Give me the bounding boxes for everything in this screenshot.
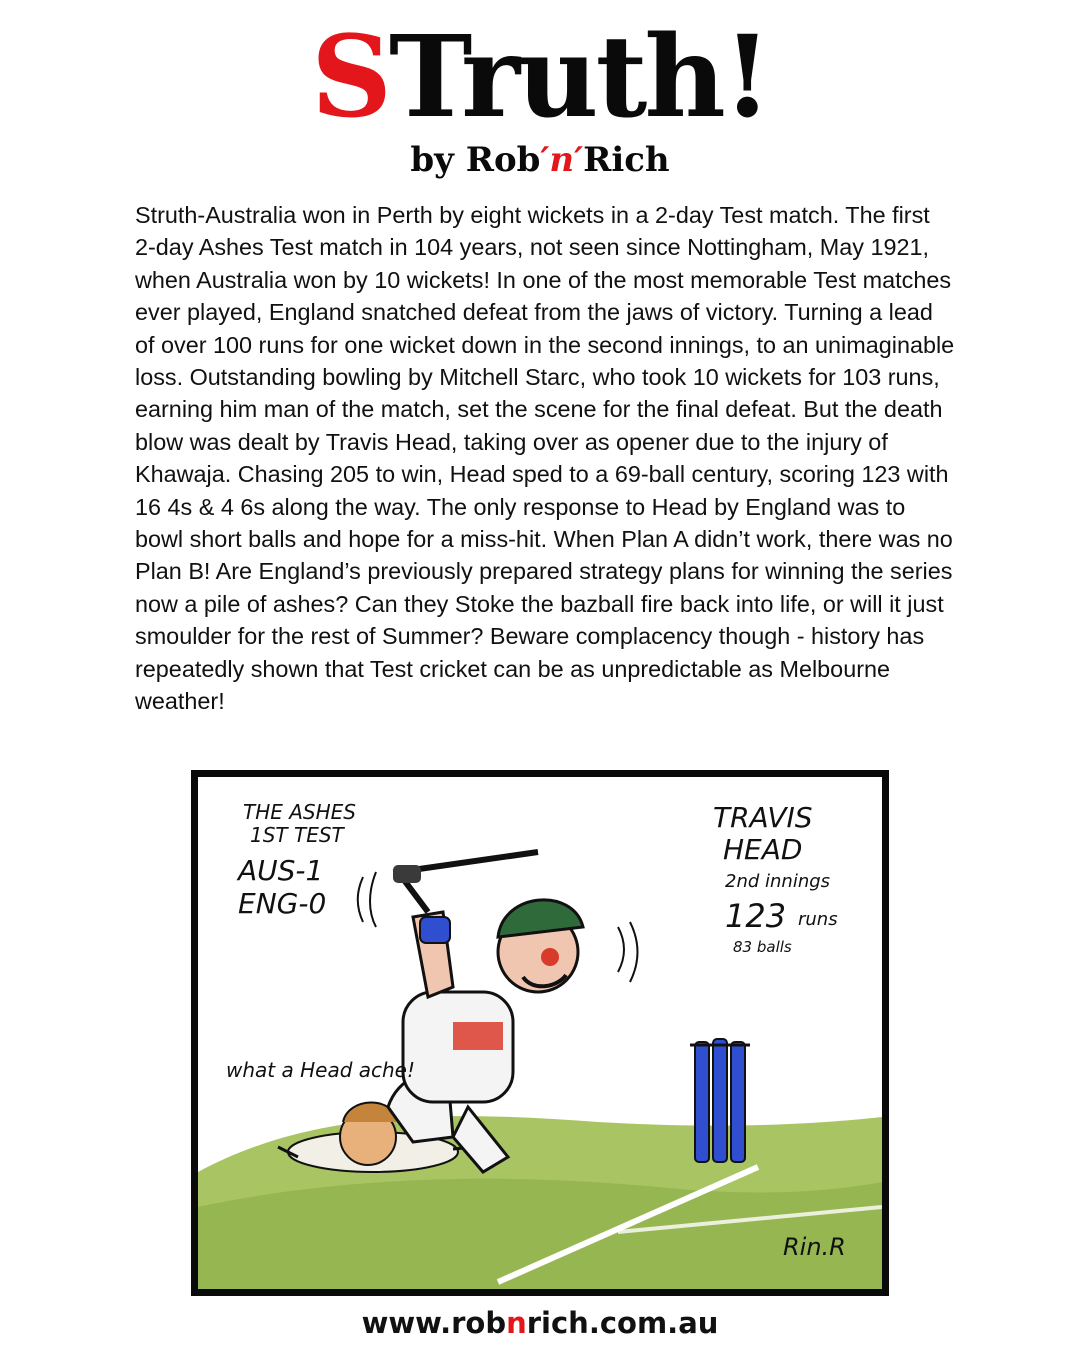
- masthead-title: [0, 12, 1080, 143]
- player-innings: 2nd innings: [725, 871, 831, 892]
- player-name-line-1: TRAVIS: [713, 801, 813, 834]
- player-runs-unit: runs: [798, 909, 838, 930]
- player-runs: 123: [725, 897, 787, 935]
- logo-wordmark: [311, 12, 769, 143]
- url-prefix: www.rob: [361, 1306, 507, 1340]
- url-suffix: rich.com.au: [526, 1306, 719, 1340]
- byline-prefix: by Rob: [410, 140, 541, 180]
- byline-suffix: Rich: [583, 140, 670, 180]
- logo-initial: S: [311, 12, 389, 143]
- stumps-icon: [690, 1039, 750, 1162]
- url-accent: n: [506, 1306, 527, 1340]
- byline-middle: ′n′: [540, 140, 584, 180]
- website-link[interactable]: [0, 1306, 1080, 1340]
- speech-bubble-text: what a Head ache!: [226, 1058, 416, 1082]
- score-heading-line-1: THE ASHES: [243, 800, 356, 824]
- score-aus: AUS-1: [238, 854, 324, 887]
- cartoon-panel: [191, 770, 889, 1296]
- artist-signature: Rin.R: [783, 1233, 846, 1261]
- byline: [0, 140, 1080, 180]
- cartoon-illustration: [198, 777, 882, 1289]
- score-heading-line-2: 1ST TEST: [250, 823, 344, 847]
- cartoon-grass-shade: [198, 1179, 882, 1289]
- motion-lines: [358, 872, 638, 982]
- score-eng: ENG-0: [238, 887, 327, 920]
- logo-rest: Truth!: [388, 12, 769, 143]
- article-body: Struth-Australia won in Perth by eight wickets in a 2-day Test match. The first 2-day Ashes Test match in 104 years, not seen since Nottingham, May 1921, when Australia won by 10 wickets! In one of the most memorable Test matches ever played, England snatched defeat from the jaws of victory. Turning a lead of over 100 runs for one wicket down in the second innings, to an unimaginable loss. Outstanding bowling by Mitchell Starc, who took 10 wickets for 103 runs, earning him man of the match, set the scene for the final defeat. But the death blow was dealt by Travis Head, taking over as opener due to the injury of Khawaja. Chasing 205 to win, Head sped to a 69-ball century, scoring 123 with 16 4s & 4 6s along the way. The only response to Head by England was to bowl short balls and hope for a miss-hit. When Plan A didn’t work, there was no Plan B! Are England’s previously prepared strategy plans for winning the series now a pile of ashes? Can they Stoke the bazball fire back into life, or will it just smoulder for the rest of Summer? Beware complacency though - history has repeatedly shown that Test cricket can be as unpredictable as Melbourne weather!: [135, 202, 955, 715]
- player-balls: 83 balls: [733, 938, 792, 956]
- player-name-line-2: HEAD: [723, 833, 803, 866]
